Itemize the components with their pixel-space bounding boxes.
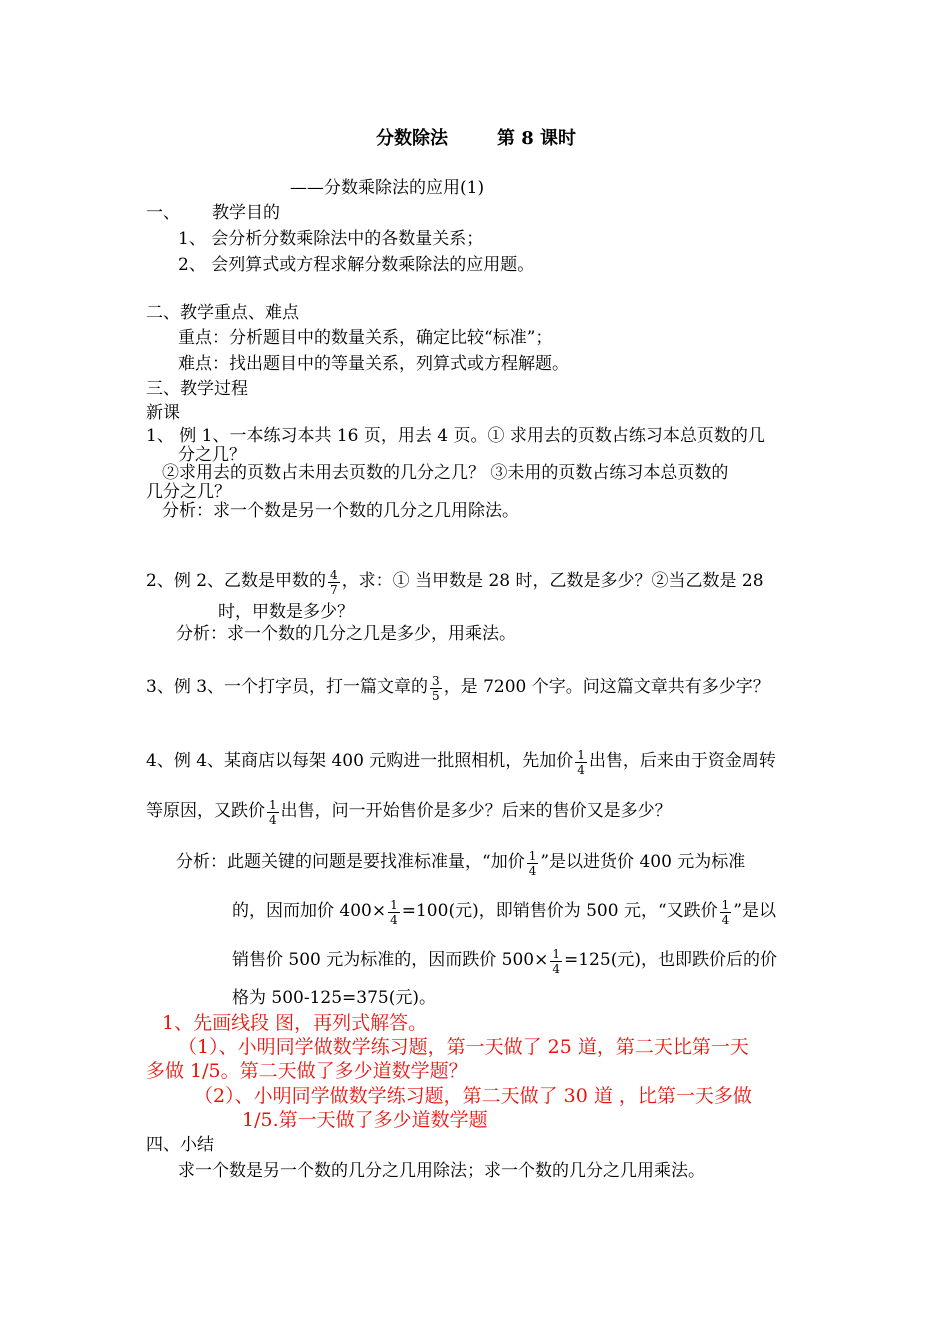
sec1-heading: 教学目的 [212,203,280,223]
practice-q1-line2: 多做 1/5。第二天做了多少道数学题？ [146,1060,468,1082]
sec1-heading-num: 一、 [146,203,180,223]
ex1-line1: 1、 例 1、一本练习本共 16 页，用去 4 页。① 求用去的页数占练习本总页数的几 [146,426,765,446]
lesson-number: 第 8 课时 [497,128,577,149]
sec4-summary: 求一个数是另一个数的几分之几用除法；求一个数的几分之几用乘法。 [178,1161,705,1181]
fraction-3-5: $\frac{3}{5}$ [432,674,440,703]
fraction-1-4: $\frac{1}{4}$ [721,898,730,927]
ex4-line1: 4、例 4、某商店以每架 400 元购进一批照相机，先加价 $\frac{1}{4}$ 出售，后来由于资金周转 [146,748,776,777]
fraction-4-7: $\frac{4}{7}$ [330,568,338,597]
new-lesson-label: 新课 [146,403,180,423]
fraction-1-4: $\frac{1}{4}$ [269,798,277,827]
fraction-1-4: $\frac{1}{4}$ [528,849,537,878]
ex1-line2: 分之几？ [178,445,246,465]
ex4-analysis-line1: 分析：此题关键的问题是要找准标准量，“加价 $\frac{1}{4}$ ”是以进货价 400 元为标准 [176,849,746,878]
fraction-1-4: $\frac{1}{4}$ [390,898,398,927]
ex2-line1: 2、例 2、乙数是甲数的 $\frac{4}{7}$ ，求：① 当甲数是 28 时，乙数是多少？②当乙数是 28 [146,568,764,597]
ex2-line2: 时，甲数是多少？ [218,602,354,622]
ex3-line: 3、例 3、一个打字员，打一篇文章的 $\frac{3}{5}$ ，是 7200 个字。问这篇文章共有多少字？ [146,674,770,703]
ex4-analysis-line4: 格为 500-125=375(元)。 [232,988,436,1008]
sec1-item-2: 2、 会列算式或方程求解分数乘除法的应用题。 [178,255,535,275]
page-subtitle: ——分数乘除法的应用(1) [290,178,485,198]
fraction-1-4: $\frac{1}{4}$ [552,947,560,976]
sec3-heading: 三、教学过程 [146,379,248,399]
sec4-heading: 四、小结 [146,1135,214,1155]
practice-q1-line1: （1）、小明同学做数学练习题，第一天做了 25 道，第二天比第一天 [178,1036,749,1058]
ex4-analysis-line2: 的，因而加价 400× $\frac{1}{4}$ =100(元)，即销售价为 500 元，“又跌价 $\frac{1}{4}$ ”是以 [232,898,776,927]
ex4-analysis-line3: 销售价 500 元为标准的，因而跌价 500× $\frac{1}{4}$ =125(元)，也即跌价后的价 [232,947,777,976]
practice-q2-line2: 1/5.第一天做了多少道数学题 [242,1109,488,1131]
page-title [376,128,448,150]
sec1-item-1: 1、 会分析分数乘除法中的各数量关系； [178,229,484,249]
fraction-1-4: $\frac{1}{4}$ [577,748,585,777]
practice-heading: 1、先画线段 图，再列式解答。 [162,1012,428,1034]
practice-q2-line1: （2）、小明同学做数学练习题，第二天做了 30 道 ，比第一天多做 [194,1085,752,1107]
ex1-analysis: 分析：求一个数是另一个数的几分之几用除法。 [162,501,519,521]
title-main: 分数除法 [376,128,448,149]
sec2-difficulty: 难点：找出题目中的等量关系，列算式或方程解题。 [178,354,569,374]
sec2-focus: 重点：分析题目中的数量关系，确定比较“标准”； [178,328,553,348]
ex1-line3: ②求用去的页数占未用去页数的几分之几？ ③未用的页数占练习本总页数的 [162,463,729,483]
ex1-line4: 几分之几？ [146,482,231,502]
ex4-line2: 等原因，又跌价 $\frac{1}{4}$ 出售，问一开始售价是多少？后来的售价又是多少？ [146,798,672,827]
ex2-analysis: 分析：求一个数的几分之几是多少，用乘法。 [176,624,516,644]
sec2-heading: 二、教学重点、难点 [146,303,299,323]
